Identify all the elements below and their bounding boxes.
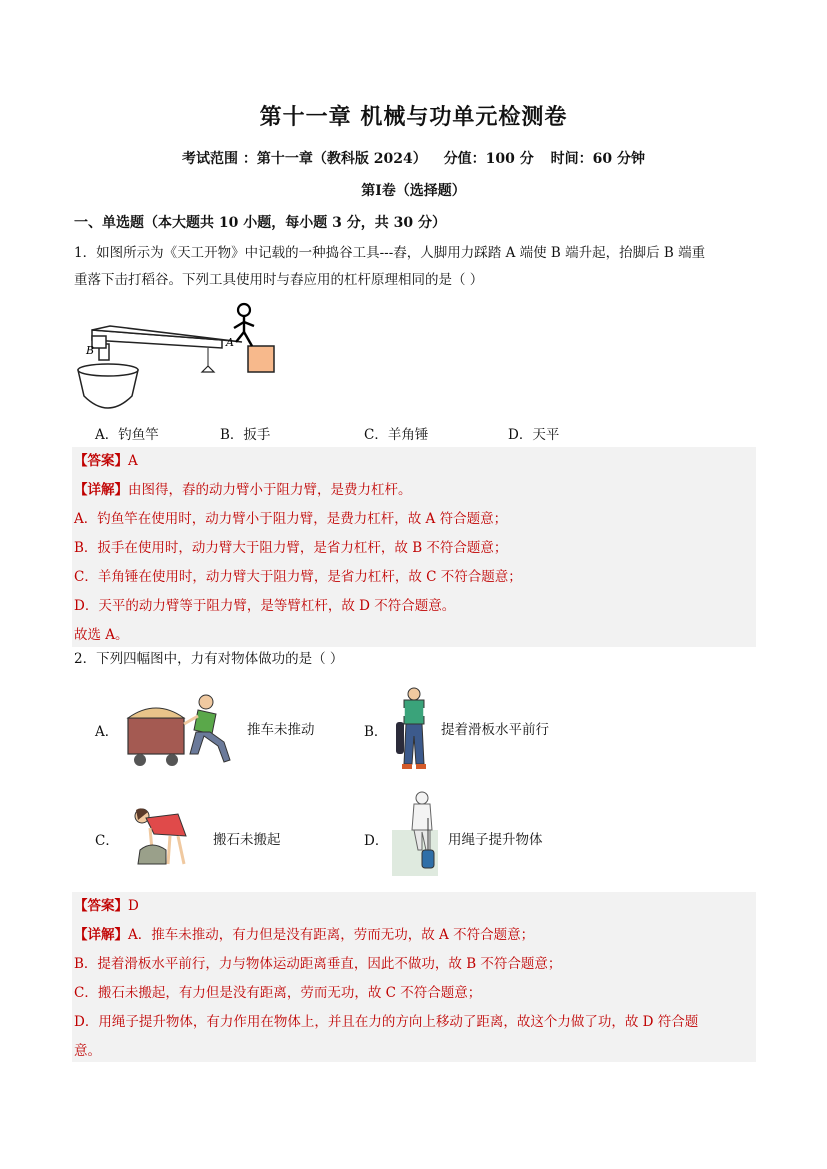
q1-detail-a: A．钓鱼竿在使用时，动力臂小于阻力臂，是费力杠杆，故 A 符合题意； [74, 511, 508, 527]
man-head [199, 695, 213, 709]
cart-wheel-left [134, 754, 146, 766]
label-a: A [226, 336, 234, 349]
q2-answer-line [72, 892, 756, 921]
q2-detail-label: 【详解】 [74, 927, 128, 943]
question-1-line2: 重落下击打稻谷。下列工具使用时与舂应用的杠杆原理相同的是（ ） [74, 272, 484, 288]
q2-caption-b: 提着滑板水平前行 [441, 722, 549, 738]
q2-answer-box [72, 892, 756, 1062]
volume-title: 第Ⅰ卷（选择题） [361, 183, 466, 199]
elder-head [416, 792, 428, 804]
q1-option-d[interactable]: D．天平 [508, 427, 560, 443]
q1-option-a[interactable]: A．钓鱼竿 [95, 427, 159, 443]
q1-answer-value: A [128, 453, 138, 469]
cart-sand [128, 708, 184, 718]
q2-option-a[interactable]: A． [95, 724, 119, 740]
q2-detail-a: A．推车未推动，有力但是没有距离，劳而无功，故 A 不符合题意； [128, 927, 535, 943]
carry-skateboard-illustration [392, 686, 436, 772]
lift-stone-illustration [126, 806, 196, 870]
q2-detail-c: C．搬石未搬起，有力但是没有距离，劳而无功，故 C 不符合题意； [74, 985, 482, 1001]
pestle-lever-figure [72, 296, 287, 416]
exam-scope: 考试范围 ：第十一章（教科版 2024） [182, 151, 427, 167]
woman-shirt [146, 814, 186, 836]
fulcrum [202, 366, 214, 372]
q1-conclusion: 故选 A。 [74, 627, 129, 643]
q1-detail-label: 【详解】 [74, 482, 128, 498]
stick-figure-head [238, 304, 250, 316]
q1-detail-d: D．天平的动力臂等于阻力臂，是等臂杠杆，故 D 不符合题意。 [74, 598, 456, 614]
label-b: B [86, 344, 95, 357]
man-shirt [194, 710, 216, 734]
boy-shirt [404, 700, 424, 724]
section-heading: 一、单选题（本大题共 10 小题，每小题 3 分，共 30 分） [74, 215, 446, 231]
q2-detail-d: D．用绳子提升物体，有力作用在物体上，并且在力的方向上移动了距离，故这个力做了功，故 D 符合题 [74, 1014, 699, 1030]
exam-time: 时间：60 分钟 [550, 151, 645, 167]
page-title: 第十一章 机械与功单元检测卷 [259, 104, 568, 130]
q2-detail-wrap: 意。 [74, 1043, 101, 1059]
question-1-line1: 1．如图所示为《天工开物》中记载的一种捣谷工具---舂，人脚用力踩踏 A 端使 B 端升起，抬脚后 B 端重 [74, 245, 706, 261]
q1-detail-b: B．扳手在使用时，动力臂大于阻力臂，是省力杠杆，故 B 不符合题意； [74, 540, 508, 556]
question-1-stem [74, 240, 754, 294]
skateboard [396, 722, 404, 754]
cart-body [128, 718, 184, 754]
boy-head [408, 688, 420, 700]
elder-robe [412, 804, 432, 830]
q2-answer-label: 【答案】 [74, 898, 128, 914]
q2-answer-value: D [128, 898, 139, 914]
q1-detail-intro-line [72, 476, 756, 505]
q2-detail-first-line [72, 921, 756, 950]
lift-with-rope-illustration [392, 790, 438, 876]
q2-detail-b: B．提着滑板水平前行，力与物体运动距离垂直，因此不做功，故 B 不符合题意； [74, 956, 562, 972]
cart-wheel-right [166, 754, 178, 766]
q1-answer-box [72, 447, 756, 647]
question-2-stem: 2．下列四幅图中，力有对物体做功的是（ ） [74, 651, 344, 667]
q2-caption-a: 推车未推动 [247, 722, 315, 738]
exam-meta [0, 148, 827, 168]
push-cart-illustration [120, 688, 242, 772]
beam-end-b [92, 336, 106, 348]
q1-detail-intro: 由图得，舂的动力臂小于阻力臂，是费力杠杆。 [128, 482, 412, 498]
q2-option-c[interactable]: C． [95, 833, 119, 849]
q1-option-b[interactable]: B．扳手 [220, 427, 271, 443]
q2-option-d[interactable]: D． [364, 833, 389, 849]
q2-caption-c: 搬石未搬起 [213, 832, 281, 848]
q1-detail-c: C．羊角锤在使用时，动力臂大于阻力臂，是省力杠杆，故 C 不符合题意； [74, 569, 522, 585]
exam-score: 分值：100 分 [443, 151, 534, 167]
q2-caption-d: 用绳子提升物体 [448, 832, 543, 848]
stone [138, 845, 166, 864]
q1-option-c[interactable]: C．羊角锤 [364, 427, 429, 443]
q1-answer-line [72, 447, 756, 476]
water-bucket [422, 850, 434, 868]
mortar-rim [78, 364, 138, 376]
q1-answer-label: 【答案】 [74, 453, 128, 469]
boy-pants [404, 724, 424, 764]
q2-option-b[interactable]: B． [364, 724, 388, 740]
orange-block [248, 346, 274, 372]
man-pants [190, 732, 230, 762]
